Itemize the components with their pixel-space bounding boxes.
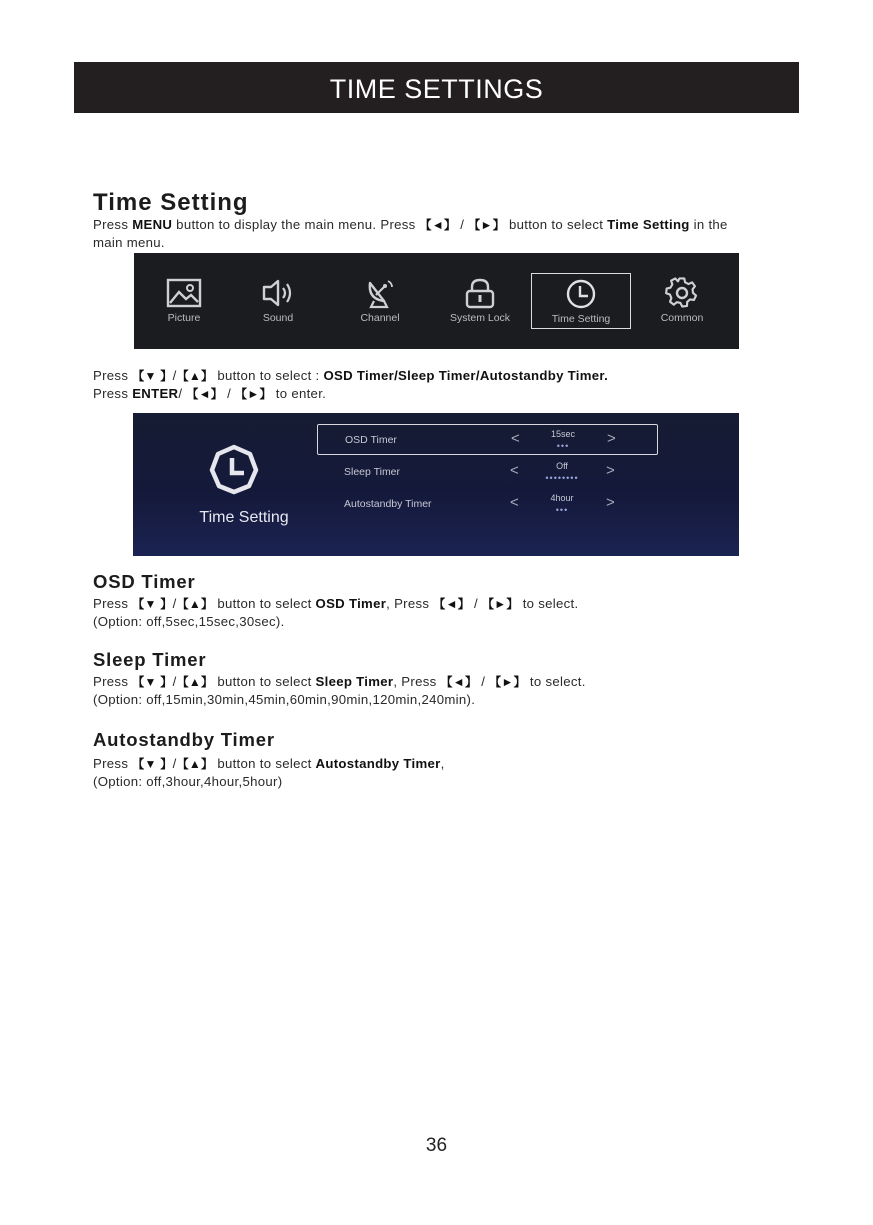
autostandby-timer-instructions [93, 755, 445, 790]
text: / [456, 217, 469, 232]
menu-item-label: Common [660, 312, 704, 324]
osd-timer-term: OSD Timer [315, 596, 387, 611]
text: / [172, 596, 177, 611]
menu-key: MENU [132, 217, 173, 232]
arrow-right-icon[interactable]: > [606, 462, 615, 479]
row-value: 4hour [550, 493, 574, 503]
text: button to select [213, 756, 316, 771]
text: / [178, 386, 187, 401]
time-setting-term: Time Setting [607, 217, 690, 232]
sleep-timer-row[interactable] [317, 457, 658, 488]
arrow-right-icon[interactable]: > [606, 494, 615, 511]
arrow-right-icon[interactable]: > [607, 430, 616, 447]
enter-key: ENTER [132, 386, 179, 401]
text: in the [689, 217, 728, 232]
autostandby-timer-row[interactable] [317, 489, 658, 520]
text: Press [93, 756, 133, 771]
text: to select. [525, 674, 586, 689]
options-text: (Option: off,15min,30min,45min,60min,90min,120min,240min). [93, 692, 476, 707]
up-key: 【▲】 [176, 369, 214, 383]
clock-icon [563, 278, 599, 310]
text: button to display the main menu. Press [172, 217, 420, 232]
down-key: 【▼ 】 [132, 597, 173, 611]
time-setting-panel [133, 413, 739, 556]
text: button to select [213, 674, 316, 689]
up-key: 【▲】 [176, 675, 214, 689]
intro-paragraph [93, 216, 728, 251]
value-dots: ••• [555, 505, 569, 515]
text: / [477, 674, 490, 689]
down-key: 【▼ 】 [132, 757, 173, 771]
satellite-icon [362, 277, 398, 309]
down-key: 【▼ 】 [132, 369, 173, 383]
options-text: (Option: off,5sec,15sec,30sec). [93, 614, 285, 629]
clock-icon [208, 443, 260, 495]
text: / [172, 368, 177, 383]
arrow-left-icon[interactable]: < [511, 430, 520, 447]
menu-item-common[interactable] [632, 273, 732, 329]
left-key: 【◄】 [433, 597, 471, 611]
page-banner: TIME SETTINGS [74, 62, 799, 113]
text: / [172, 756, 177, 771]
left-key: 【◄】 [186, 387, 224, 401]
menu-item-channel[interactable] [330, 273, 430, 329]
main-menu-bar [134, 253, 739, 349]
right-key: 【►】 [468, 218, 505, 232]
row-label: OSD Timer [345, 434, 397, 446]
text: to select. [518, 596, 579, 611]
sleep-timer-heading: Sleep Timer [93, 649, 207, 670]
osd-timer-instructions [93, 595, 578, 630]
sound-icon [260, 277, 296, 309]
text: Press [93, 368, 133, 383]
menu-item-label: Channel [360, 312, 400, 324]
sleep-timer-instructions [93, 673, 586, 708]
text: , Press [386, 596, 434, 611]
right-key: 【►】 [235, 387, 272, 401]
down-key: 【▼ 】 [132, 675, 173, 689]
osd-timer-row[interactable] [317, 424, 658, 455]
page-number: 36 [425, 1135, 448, 1156]
gear-icon [664, 277, 700, 309]
arrow-left-icon[interactable]: < [510, 462, 519, 479]
row-value: Off [556, 461, 568, 471]
value-dots: ••• [556, 441, 570, 451]
select-instructions [93, 367, 608, 403]
menu-item-label: Time Setting [551, 313, 611, 325]
osd-timer-heading: OSD Timer [93, 571, 196, 592]
panel-title: Time Setting [199, 509, 289, 526]
up-key: 【▲】 [176, 757, 214, 771]
left-key: 【◄】 [440, 675, 478, 689]
text: / [470, 596, 482, 611]
text: Press [93, 596, 133, 611]
right-key: 【►】 [489, 675, 526, 689]
text: / [223, 386, 236, 401]
menu-item-picture[interactable] [134, 273, 234, 329]
menu-item-label: System Lock [449, 312, 511, 324]
lock-icon [462, 277, 498, 309]
options-term: OSD Timer/Sleep Timer/Autostandby Timer. [323, 368, 609, 383]
left-key: 【◄】 [419, 218, 457, 232]
right-key: 【►】 [481, 597, 519, 611]
sleep-timer-term: Sleep Timer [315, 674, 394, 689]
row-label: Sleep Timer [344, 466, 401, 478]
value-dots: •••••••• [545, 473, 579, 483]
menu-item-sound[interactable] [228, 273, 328, 329]
autostandby-timer-heading: Autostandby Timer [93, 729, 275, 750]
picture-icon [166, 277, 202, 309]
text: Press [93, 386, 133, 401]
text: / [172, 674, 177, 689]
text: , [440, 756, 445, 771]
menu-item-label: Sound [262, 312, 294, 324]
text: , Press [393, 674, 441, 689]
row-label: Autostandby Timer [344, 498, 432, 510]
text: button to select [505, 217, 608, 232]
text: Press [93, 217, 133, 232]
row-value: 15sec [550, 429, 576, 439]
menu-item-system-lock[interactable] [430, 273, 530, 329]
options-text: (Option: off,3hour,4hour,5hour) [93, 774, 283, 789]
text: button to select : [213, 368, 324, 383]
text: button to select [213, 596, 316, 611]
section-title: Time Setting [93, 189, 249, 216]
text: Press [93, 674, 133, 689]
autostandby-timer-term: Autostandby Timer [315, 756, 441, 771]
arrow-left-icon[interactable]: < [510, 494, 519, 511]
menu-item-label: Picture [167, 312, 201, 324]
menu-item-time-setting[interactable] [531, 273, 631, 329]
up-key: 【▲】 [176, 597, 214, 611]
text: to enter. [271, 386, 327, 401]
text: main menu. [93, 235, 165, 250]
